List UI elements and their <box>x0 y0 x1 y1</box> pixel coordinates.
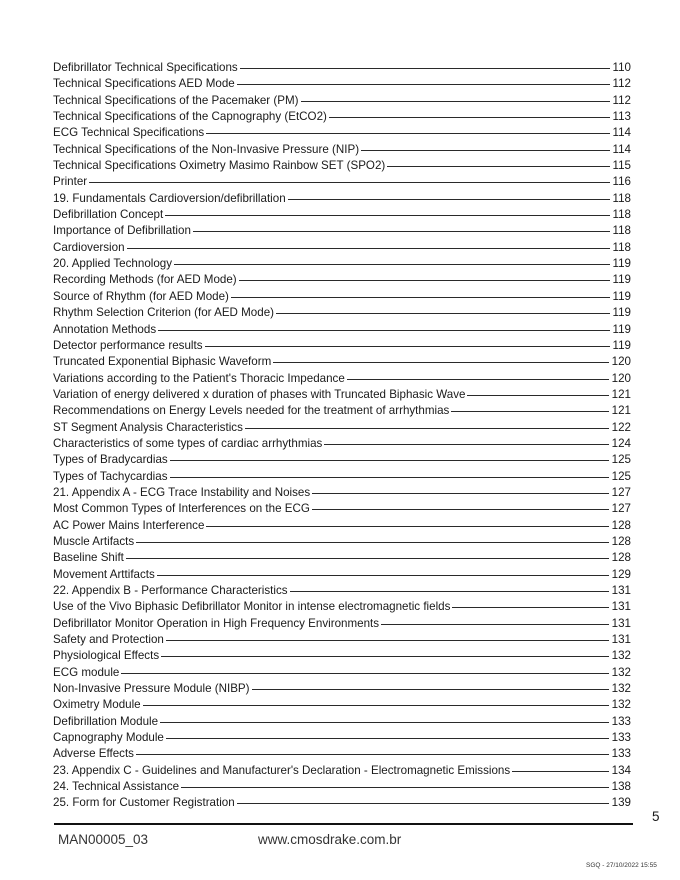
toc-entry-title: Adverse Effects <box>53 747 134 761</box>
toc-entry[interactable] <box>53 272 631 288</box>
toc-entry-page: 125 <box>611 453 631 467</box>
toc-entry-title: 21. Appendix A - ECG Trace Instability and Noises <box>53 485 311 499</box>
toc-entry[interactable] <box>53 93 631 109</box>
toc-entry-title: Detector performance results <box>53 338 203 352</box>
toc-entry-title: Use of the Vivo Biphasic Defibrillator Monitor in intense electromagnetic fields <box>53 600 451 614</box>
toc-leader-line <box>166 738 609 739</box>
toc-entry[interactable] <box>53 730 631 746</box>
toc-entry-title: Non-Invasive Pressure Module (NIBP) <box>53 682 250 696</box>
toc-entry-page: 132 <box>611 682 631 696</box>
toc-entry-title: 22. Appendix B - Performance Characteristics <box>53 584 288 597</box>
toc-leader-line <box>347 379 609 380</box>
toc-entry-page: 133 <box>611 747 631 761</box>
toc-leader-line <box>512 771 608 772</box>
toc-entry-page: 128 <box>611 534 631 548</box>
toc-entry-page: 131 <box>611 616 631 630</box>
toc-entry-title: Annotation Methods <box>53 322 157 336</box>
toc-entry-page: 133 <box>611 731 631 745</box>
toc-entry[interactable] <box>53 420 631 436</box>
toc-leader-line <box>312 509 609 510</box>
toc-entry-page: 114 <box>612 126 631 140</box>
toc-entry-title: AC Power Mains Interference <box>53 518 205 532</box>
toc-entry-title: Capnography Module <box>53 731 164 745</box>
toc-entry-title: ST Segment Analysis Characteristics <box>53 420 243 434</box>
toc-entry-page: 132 <box>611 665 631 679</box>
toc-entry[interactable] <box>53 518 631 534</box>
toc-entry-page: 115 <box>612 159 631 173</box>
toc-entry[interactable] <box>53 223 631 239</box>
toc-entry[interactable] <box>53 142 631 158</box>
toc-entry-page: 132 <box>611 649 631 663</box>
toc-entry[interactable] <box>53 60 631 76</box>
toc-entry[interactable] <box>53 632 631 648</box>
toc-entry[interactable] <box>53 76 631 92</box>
toc-entry-page: 121 <box>611 387 631 401</box>
toc-leader-line <box>166 640 609 641</box>
toc-leader-line <box>127 248 610 249</box>
toc-leader-line <box>329 117 610 118</box>
website-url: www.cmosdrake.com.br <box>258 832 402 847</box>
toc-entry[interactable] <box>53 436 631 452</box>
toc-leader-line <box>361 150 609 151</box>
toc-entry-page: 118 <box>612 224 631 238</box>
toc-entry-title: Recommendations on Energy Levels needed for the treatment of arrhythmias <box>53 404 450 418</box>
footer-divider <box>54 823 633 825</box>
toc-entry-page: 121 <box>611 404 631 418</box>
toc-entry-page: 119 <box>612 257 631 271</box>
toc-entry-page: 125 <box>611 469 631 483</box>
toc-leader-line <box>252 689 609 690</box>
toc-leader-line <box>312 493 609 494</box>
toc-entry[interactable] <box>53 583 631 599</box>
toc-entry[interactable] <box>53 763 631 779</box>
toc-entry-page: 132 <box>611 698 631 712</box>
toc-entry-title: Oximetry Module <box>53 698 141 712</box>
toc-leader-line <box>381 624 609 625</box>
toc-entry-page: 133 <box>611 714 631 728</box>
toc-leader-line <box>205 346 610 347</box>
toc-entry-title: Technical Specifications of the Non-Invasive Pressure (NIP) <box>53 142 360 156</box>
toc-leader-line <box>136 754 609 755</box>
toc-entry-page: 119 <box>612 273 631 287</box>
toc-entry-title: Physiological Effects <box>53 649 160 663</box>
toc-leader-line <box>121 673 608 674</box>
toc-leader-line <box>301 101 610 102</box>
toc-entry-page: 118 <box>612 191 631 205</box>
toc-entry-title: ECG module <box>53 665 120 679</box>
toc-entry-title: Types of Tachycardias <box>53 469 168 483</box>
toc-entry-page: 119 <box>612 289 631 303</box>
toc-leader-line <box>288 199 610 200</box>
toc-entry-page: 127 <box>611 502 631 516</box>
toc-entry[interactable] <box>53 174 631 190</box>
toc-leader-line <box>143 705 609 706</box>
toc-leader-line <box>136 542 608 543</box>
toc-entry-page: 112 <box>612 93 631 107</box>
toc-entry-title: Baseline Shift <box>53 551 124 565</box>
toc-leader-line <box>206 133 609 134</box>
toc-entry-title: Importance of Defibrillation <box>53 224 191 238</box>
toc-leader-line <box>324 444 608 445</box>
toc-leader-line <box>231 297 610 298</box>
toc-leader-line <box>467 395 608 396</box>
toc-leader-line <box>181 787 609 788</box>
toc-leader-line <box>237 84 610 85</box>
toc-entry-page: 118 <box>612 240 631 254</box>
toc-entry[interactable] <box>53 305 631 321</box>
toc-entry-page: 114 <box>612 142 631 156</box>
toc-entry[interactable] <box>53 207 631 223</box>
toc-entry[interactable] <box>53 648 631 664</box>
toc-entry-title: ECG Technical Specifications <box>53 126 205 140</box>
toc-leader-line <box>452 607 608 608</box>
toc-leader-line <box>240 68 610 69</box>
toc-entry-title: Variation of energy delivered x duration of phases with Truncated Biphasic Wave <box>53 387 466 401</box>
toc-entry-page: 119 <box>612 306 631 320</box>
toc-entry[interactable] <box>53 795 631 811</box>
toc-entry-title: Printer <box>53 175 88 189</box>
toc-entry-title: Cardioversion <box>53 240 125 254</box>
toc-entry-page: 134 <box>611 763 631 777</box>
toc-entry-page: 112 <box>612 77 631 91</box>
toc-entry-title: Technical Specifications Oximetry Masimo Rainbow SET (SPO2) <box>53 159 386 173</box>
toc-leader-line <box>193 231 610 232</box>
toc-entry-title: Characteristics of some types of cardiac arrhythmias <box>53 436 323 450</box>
toc-entry-title: Movement Arttifacts <box>53 567 155 581</box>
toc-entry-title: Technical Specifications AED Mode <box>53 77 235 91</box>
toc-entry[interactable] <box>53 256 631 272</box>
toc-entry-title: Source of Rhythm (for AED Mode) <box>53 289 229 303</box>
toc-entry[interactable] <box>53 125 631 141</box>
toc-leader-line <box>157 575 609 576</box>
toc-entry-page: 138 <box>611 780 631 794</box>
sgq-timestamp: SGQ - 27/10/2022 15:55 <box>586 862 657 869</box>
toc-entry-page: 118 <box>612 208 631 222</box>
toc-entry[interactable] <box>53 322 631 338</box>
toc-leader-line <box>174 264 609 265</box>
toc-entry[interactable] <box>53 469 631 485</box>
toc-entry-title: Defibrillation Module <box>53 714 159 728</box>
toc-entry[interactable] <box>53 681 631 697</box>
toc-entry[interactable] <box>53 779 631 795</box>
toc-entry-title: Technical Specifications of the Pacemaker (PM) <box>53 93 299 107</box>
toc-entry[interactable] <box>53 354 631 370</box>
toc-entry-title: Technical Specifications of the Capnography (EtCO2) <box>53 110 327 124</box>
toc-leader-line <box>165 215 609 216</box>
toc-leader-line <box>245 428 609 429</box>
toc-entry[interactable] <box>53 599 631 615</box>
toc-leader-line <box>206 526 608 527</box>
toc-entry-page: 131 <box>611 600 631 614</box>
toc-leader-line <box>89 182 609 183</box>
toc-leader-line <box>387 166 609 167</box>
toc-entry-page: 139 <box>611 796 631 810</box>
toc-entry-page: 113 <box>612 110 631 124</box>
toc-entry[interactable] <box>53 109 631 125</box>
toc-entry-page: 120 <box>611 355 631 369</box>
toc-entry-title: Variations according to the Patient's Thoracic Impedance <box>53 371 345 385</box>
toc-leader-line <box>158 330 609 331</box>
toc-entry-title: Recording Methods (for AED Mode) <box>53 273 237 287</box>
toc-entry-title: 24. Technical Assistance <box>53 780 180 794</box>
toc-entry-title: Most Common Types of Interferences on the ECG <box>53 502 310 516</box>
toc-entry[interactable] <box>53 697 631 713</box>
toc-entry[interactable] <box>53 534 631 550</box>
toc-leader-line <box>273 362 608 363</box>
toc-entry-page: 116 <box>612 175 631 189</box>
toc-entry-title: Defibrillation Concept <box>53 208 164 222</box>
toc-entry-title: 25. Form for Customer Registration <box>53 796 235 810</box>
toc-entry[interactable] <box>53 746 631 762</box>
toc-leader-line <box>290 591 609 592</box>
toc-entry-title: 23. Appendix C - Guidelines and Manufacturer's Declaration - Electromagnetic Emissions <box>53 763 511 777</box>
toc-leader-line <box>239 280 610 281</box>
toc-entry-page: 128 <box>611 551 631 565</box>
toc-entry-page: 124 <box>611 436 631 450</box>
toc-entry[interactable] <box>53 665 631 681</box>
toc-entry-page: 110 <box>612 61 631 74</box>
table-of-contents <box>53 60 631 812</box>
toc-entry-page: 122 <box>611 420 631 434</box>
toc-entry-title: Defibrillator Monitor Operation in High Frequency Environments <box>53 616 380 630</box>
toc-entry-title: 19. Fundamentals Cardioversion/defibrillation <box>53 191 286 205</box>
toc-entry-page: 129 <box>611 567 631 581</box>
toc-leader-line <box>276 313 610 314</box>
toc-entry-page: 119 <box>612 322 631 336</box>
toc-entry[interactable] <box>53 289 631 305</box>
toc-entry[interactable] <box>53 485 631 501</box>
toc-entry[interactable] <box>53 240 631 256</box>
toc-entry-page: 119 <box>612 338 631 352</box>
toc-leader-line <box>160 722 609 723</box>
toc-entry-page: 131 <box>611 633 631 647</box>
toc-leader-line <box>161 656 609 657</box>
toc-entry[interactable] <box>53 158 631 174</box>
toc-entry-title: Types of Bradycardias <box>53 453 168 467</box>
toc-entry-page: 128 <box>611 518 631 532</box>
toc-leader-line <box>126 558 609 559</box>
toc-entry-page: 120 <box>611 371 631 385</box>
toc-entry[interactable] <box>53 191 631 207</box>
toc-entry-page: 127 <box>611 485 631 499</box>
toc-leader-line <box>170 460 609 461</box>
toc-entry-title: Defibrillator Technical Specifications <box>53 61 238 74</box>
toc-entry[interactable] <box>53 371 631 387</box>
toc-entry[interactable] <box>53 501 631 517</box>
toc-leader-line <box>170 477 609 478</box>
toc-leader-line <box>451 411 608 412</box>
toc-entry-title: Truncated Exponential Biphasic Waveform <box>53 355 272 369</box>
toc-entry[interactable] <box>53 616 631 632</box>
toc-entry[interactable] <box>53 387 631 403</box>
toc-entry[interactable] <box>53 338 631 354</box>
document-code: MAN00005_03 <box>58 832 149 847</box>
toc-entry[interactable] <box>53 550 631 566</box>
toc-leader-line <box>237 803 609 804</box>
page-number: 5 <box>652 809 660 824</box>
toc-entry[interactable] <box>53 714 631 730</box>
toc-entry[interactable] <box>53 403 631 419</box>
toc-entry[interactable] <box>53 452 631 468</box>
toc-entry-title: Muscle Artifacts <box>53 534 135 548</box>
toc-entry-title: 20. Applied Technology <box>53 257 173 271</box>
toc-entry-title: Rhythm Selection Criterion (for AED Mode) <box>53 306 275 320</box>
toc-entry-page: 131 <box>611 584 631 597</box>
toc-entry[interactable] <box>53 567 631 583</box>
toc-entry-title: Safety and Protection <box>53 633 164 647</box>
